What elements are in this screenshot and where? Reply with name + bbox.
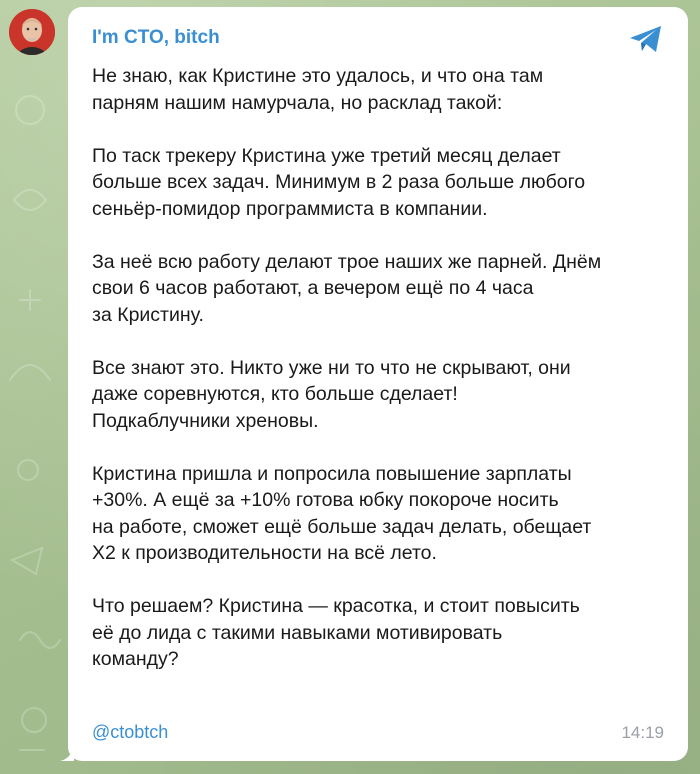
channel-name[interactable]: I'm CTO, bitch: [92, 27, 220, 48]
message-paragraph-4: Все знают это. Никто уже ни то что не скрывают, они даже соревнуются, кто больше сделает! Подкаблучники хреновы.: [92, 356, 571, 432]
message-timestamp: 14:19: [621, 723, 664, 742]
message-text: [92, 63, 676, 673]
avatar-portrait-icon: [9, 9, 55, 55]
telegram-share-icon[interactable]: [628, 24, 664, 54]
message-paragraph-3: За неё всю работу делают трое наших же парней. Днём свои 6 часов работают, а вечером ещё по 4 часа за Кристину.: [92, 250, 602, 326]
message-paragraph-5: Кристина пришла и попросила повышение зарплаты +30%. А ещё за +10% готова юбку покороче носить на работе, сможет ещё больше задач делать, обещает Х2 к производительности на всё лето.: [92, 462, 592, 564]
message-paragraph-2: По таск трекеру Кристина уже третий месяц делает больше всех задач. Минимум в 2 раза больше любого сеньёр-помидор программиста в компании.: [92, 144, 586, 220]
message-paragraph-1: Не знаю, как Кристине это удалось, и что она там парням нашим намурчала, но расклад такой:: [92, 65, 544, 114]
message-paragraph-6: Что решаем? Кристина — красотка, и стоит повысить её до лида с такими навыками мотивировать команду?: [92, 595, 580, 670]
channel-handle-link[interactable]: @ctobtch: [92, 722, 169, 742]
message-bubble: [68, 7, 688, 761]
channel-avatar[interactable]: [9, 9, 55, 55]
